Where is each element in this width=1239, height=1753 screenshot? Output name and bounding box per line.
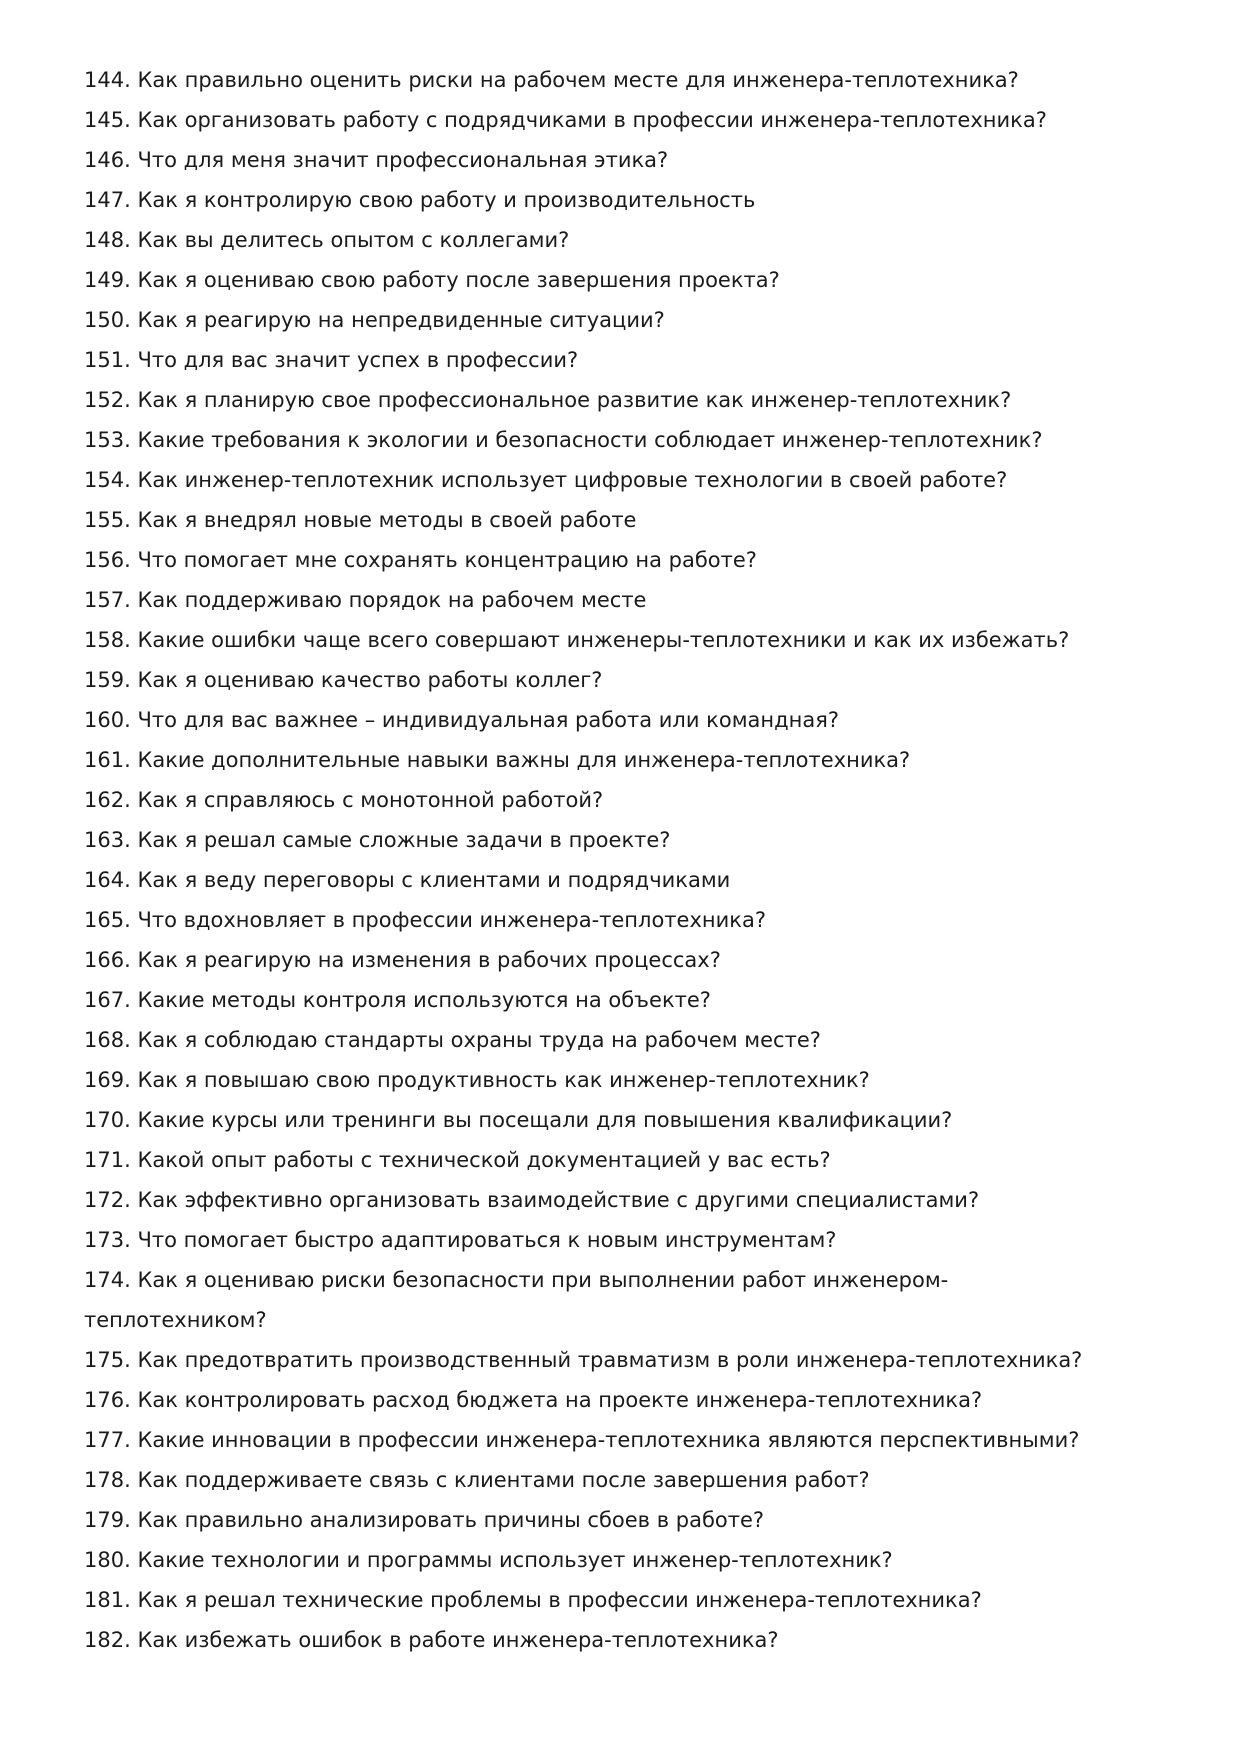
- question-text: Как я повышаю свою продуктивность как инженер-теплотехник?: [137, 1068, 870, 1092]
- question-number: 154.: [84, 468, 131, 492]
- question-number: 151.: [84, 348, 131, 372]
- list-item: [84, 1060, 1164, 1100]
- question-text: Какие дополнительные навыки важны для инженера-теплотехника?: [137, 748, 911, 772]
- question-number: 169.: [84, 1068, 131, 1092]
- list-item: [84, 580, 1164, 620]
- question-number: 152.: [84, 388, 131, 412]
- list-item: [84, 380, 1164, 420]
- list-item: [84, 300, 1164, 340]
- question-text: Как эффективно организовать взаимодействие с другими специалистами?: [137, 1188, 980, 1212]
- list-item: [84, 340, 1164, 380]
- question-number: 165.: [84, 908, 131, 932]
- list-item: [84, 1460, 1164, 1500]
- list-item: [84, 980, 1164, 1020]
- question-number: 156.: [84, 548, 131, 572]
- question-number: 159.: [84, 668, 131, 692]
- question-text: Как я решал самые сложные задачи в проекте?: [137, 828, 671, 852]
- question-text: Как я веду переговоры с клиентами и подрядчиками: [137, 868, 731, 892]
- question-text: Как я оцениваю свою работу после завершения проекта?: [137, 268, 780, 292]
- question-number: 176.: [84, 1388, 131, 1412]
- question-text: Что помогает мне сохранять концентрацию на работе?: [137, 548, 757, 572]
- list-item: [84, 1140, 1164, 1180]
- question-text: Какие требования к экологии и безопасности соблюдает инженер-теплотехник?: [137, 428, 1043, 452]
- question-number: 161.: [84, 748, 131, 772]
- question-text: Как я реагирую на непредвиденные ситуации?: [137, 308, 665, 332]
- list-item: [84, 660, 1164, 700]
- list-item: [84, 140, 1164, 180]
- question-number: 168.: [84, 1028, 131, 1052]
- question-text: Как инженер-теплотехник использует цифровые технологии в своей работе?: [137, 468, 1008, 492]
- question-number: 174.: [84, 1268, 131, 1292]
- question-text: Как предотвратить производственный травматизм в роли инженера-теплотехника?: [137, 1348, 1083, 1372]
- question-number: 160.: [84, 708, 131, 732]
- list-item: [84, 860, 1164, 900]
- list-item: [84, 100, 1164, 140]
- question-number: 181.: [84, 1588, 131, 1612]
- list-item: [84, 1020, 1164, 1060]
- question-text: Как организовать работу с подрядчиками в профессии инженера-теплотехника?: [137, 108, 1047, 132]
- question-number: 144.: [84, 68, 131, 92]
- question-text: Как вы делитесь опытом с коллегами?: [137, 228, 570, 252]
- question-number: 157.: [84, 588, 131, 612]
- list-item: [84, 60, 1164, 100]
- question-number: 179.: [84, 1508, 131, 1532]
- question-number: 148.: [84, 228, 131, 252]
- question-text: Какие технологии и программы использует инженер-теплотехник?: [137, 1548, 893, 1572]
- list-item: [84, 1180, 1164, 1220]
- question-text: Какие курсы или тренинги вы посещали для повышения квалификации?: [137, 1108, 953, 1132]
- question-number: 162.: [84, 788, 131, 812]
- question-text: Что для вас значит успех в профессии?: [137, 348, 579, 372]
- question-text: Как я справляюсь с монотонной работой?: [137, 788, 604, 812]
- list-item: [84, 540, 1164, 580]
- question-list: [84, 60, 1164, 1660]
- list-item: [84, 820, 1164, 860]
- question-number: 167.: [84, 988, 131, 1012]
- list-item: [84, 1340, 1164, 1380]
- question-text: Как я оцениваю риски безопасности при выполнении работ инженером-теплотехником?: [84, 1268, 949, 1332]
- question-number: 149.: [84, 268, 131, 292]
- question-number: 170.: [84, 1108, 131, 1132]
- question-text: Как контролировать расход бюджета на проекте инженера-теплотехника?: [137, 1388, 983, 1412]
- list-item: [84, 1580, 1164, 1620]
- list-item: [84, 1420, 1164, 1460]
- list-item: [84, 1500, 1164, 1540]
- list-item: [84, 1260, 1094, 1340]
- question-text: Как я внедрял новые методы в своей работе: [137, 508, 637, 532]
- question-text: Как поддерживаю порядок на рабочем месте: [137, 588, 647, 612]
- question-number: 158.: [84, 628, 131, 652]
- question-text: Как я решал технические проблемы в профессии инженера-теплотехника?: [137, 1588, 982, 1612]
- question-text: Какой опыт работы с технической документацией у вас есть?: [137, 1148, 831, 1172]
- question-text: Как правильно оценить риски на рабочем месте для инженера-теплотехника?: [137, 68, 1019, 92]
- list-item: [84, 260, 1164, 300]
- list-item: [84, 1620, 1164, 1660]
- question-text: Как избежать ошибок в работе инженера-теплотехника?: [137, 1628, 779, 1652]
- question-text: Что вдохновляет в профессии инженера-теплотехника?: [137, 908, 766, 932]
- list-item: [84, 940, 1164, 980]
- question-text: Как я реагирую на изменения в рабочих процессах?: [137, 948, 721, 972]
- question-number: 182.: [84, 1628, 131, 1652]
- question-text: Как правильно анализировать причины сбоев в работе?: [137, 1508, 765, 1532]
- question-number: 155.: [84, 508, 131, 532]
- question-number: 172.: [84, 1188, 131, 1212]
- question-number: 145.: [84, 108, 131, 132]
- question-number: 177.: [84, 1428, 131, 1452]
- question-number: 153.: [84, 428, 131, 452]
- list-item: [84, 1220, 1164, 1260]
- question-number: 178.: [84, 1468, 131, 1492]
- list-item: [84, 500, 1164, 540]
- question-number: 166.: [84, 948, 131, 972]
- list-item: [84, 780, 1164, 820]
- question-text: Как я оцениваю качество работы коллег?: [137, 668, 603, 692]
- question-text: Какие методы контроля используются на объекте?: [137, 988, 711, 1012]
- list-item: [84, 900, 1164, 940]
- question-number: 147.: [84, 188, 131, 212]
- question-number: 150.: [84, 308, 131, 332]
- list-item: [84, 220, 1164, 260]
- question-number: 163.: [84, 828, 131, 852]
- question-text: Как поддерживаете связь с клиентами после завершения работ?: [137, 1468, 870, 1492]
- question-text: Как я соблюдаю стандарты охраны труда на рабочем месте?: [137, 1028, 821, 1052]
- list-item: [84, 460, 1164, 500]
- question-text: Что для вас важнее – индивидуальная работа или командная?: [137, 708, 840, 732]
- question-text: Какие ошибки чаще всего совершают инженеры-теплотехники и как их избежать?: [137, 628, 1070, 652]
- question-number: 173.: [84, 1228, 131, 1252]
- question-number: 164.: [84, 868, 131, 892]
- list-item: [84, 1540, 1164, 1580]
- question-text: Что помогает быстро адаптироваться к новым инструментам?: [137, 1228, 837, 1252]
- question-text: Какие инновации в профессии инженера-теплотехника являются перспективными?: [137, 1428, 1080, 1452]
- list-item: [84, 700, 1164, 740]
- list-item: [84, 1100, 1164, 1140]
- question-text: Как я планирую свое профессиональное развитие как инженер-теплотехник?: [137, 388, 1012, 412]
- question-number: 171.: [84, 1148, 131, 1172]
- question-number: 180.: [84, 1548, 131, 1572]
- question-number: 146.: [84, 148, 131, 172]
- question-text: Как я контролирую свою работу и производительность: [137, 188, 756, 212]
- list-item: [84, 620, 1164, 660]
- list-item: [84, 740, 1164, 780]
- list-item: [84, 1380, 1164, 1420]
- list-item: [84, 180, 1164, 220]
- question-number: 175.: [84, 1348, 131, 1372]
- question-text: Что для меня значит профессиональная этика?: [137, 148, 669, 172]
- list-item: [84, 420, 1164, 460]
